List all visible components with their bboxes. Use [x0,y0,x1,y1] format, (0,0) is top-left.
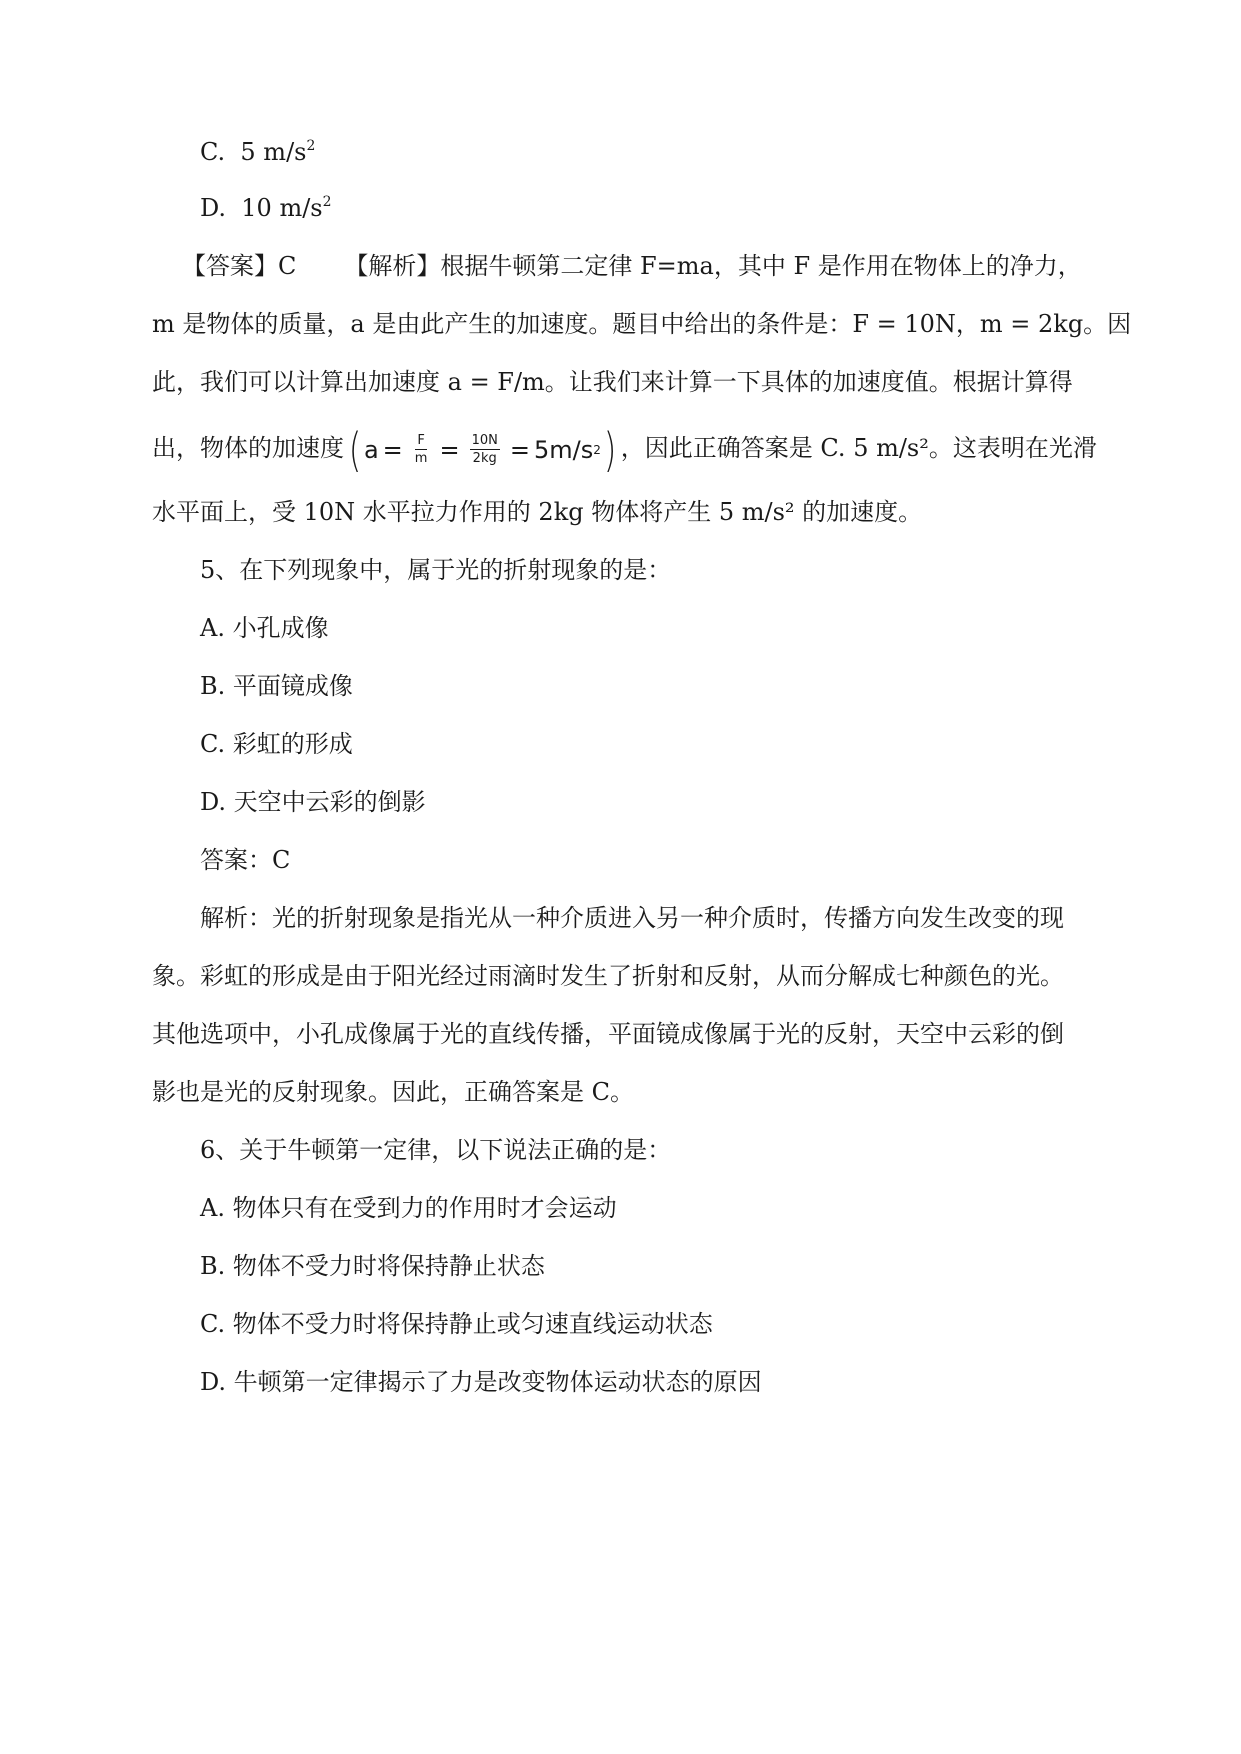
q4-analysis: 【解析】根据牛顿第二定律 F=ma，其中 F 是作用在物体上的净力， [344,252,1082,280]
q4-option-c: C. 5 $m/s^2$ [200,138,316,166]
q5-option-c: C. 彩虹的形成 [200,730,353,758]
q4-explanation-line-2: m 是物体的质量，a 是由此产生的加速度。题目中给出的条件是：F = 10N，m = 2kg。因 [152,310,1132,338]
q5-explanation-line-4: 影也是光的反射现象。因此，正确答案是 C。 [152,1078,634,1106]
q5-option-b: B. 平面镜成像 [200,672,353,700]
q5-answer: 答案：C [200,846,291,874]
q4-answer: 【答案】C [182,252,297,280]
q5-explanation-line-3: 其他选项中，小孔成像属于光的直线传播，平面镜成像属于光的反射，天空中云彩的倒 [152,1020,1064,1048]
q6-option-b: B. 物体不受力时将保持静止状态 [200,1252,545,1280]
q5-stem: 5、在下列现象中，属于光的折射现象的是： [200,556,672,584]
q4-option-d: D. 10 $m/s^2$ [200,194,332,222]
q4-explanation-line-1 [182,250,1122,282]
q5-option-d: D. 天空中云彩的倒影 [200,788,426,816]
fraction-10n-over-2kg: $\frac{10N}{2kg}$ [471,433,498,466]
q5-explanation-line-1: 解析：光的折射现象是指光从一种介质进入另一种介质时，传播方向发生改变的现 [200,904,1064,932]
q6-option-a: A. 物体只有在受到力的作用时才会运动 [200,1194,617,1222]
q4-explanation-line-5: 水平面上，受 10N 水平拉力作用的 2kg 物体将产生 5 m/s² 的加速度。 [152,498,923,526]
fraction-f-over-m: $\frac{F}{m}$ [414,433,428,466]
q4-explanation-line-3: 此，我们可以计算出加速度 a = F/m。让我们来计算一下具体的加速度值。根据计算得 [152,368,1073,396]
q5-explanation-line-2: 象。彩虹的形成是由于阳光经过雨滴时发生了折射和反射，从而分解成七种颜色的光。 [152,962,1064,990]
q5-option-a: A. 小孔成像 [200,614,329,642]
acceleration-formula: ( a = $\frac{F}{m}$ = $\frac{10N}{2kg}$ = 5m/s 2 ) [348,422,617,477]
q6-stem: 6、关于牛顿第一定律，以下说法正确的是： [200,1136,672,1164]
q6-option-c: C. 物体不受力时将保持静止或匀速直线运动状态 [200,1310,713,1338]
q4-explanation-line-4: 出，物体的加速度 ( a = $\frac{F}{m}$ = $\frac{10N}{2kg}$ = 5m/s 2 ) ，因此正确答案是 C. 5 m/s²。这表明在光滑 [152,422,1097,477]
q6-option-d: D. 牛顿第一定律揭示了力是改变物体运动状态的原因 [200,1368,762,1396]
